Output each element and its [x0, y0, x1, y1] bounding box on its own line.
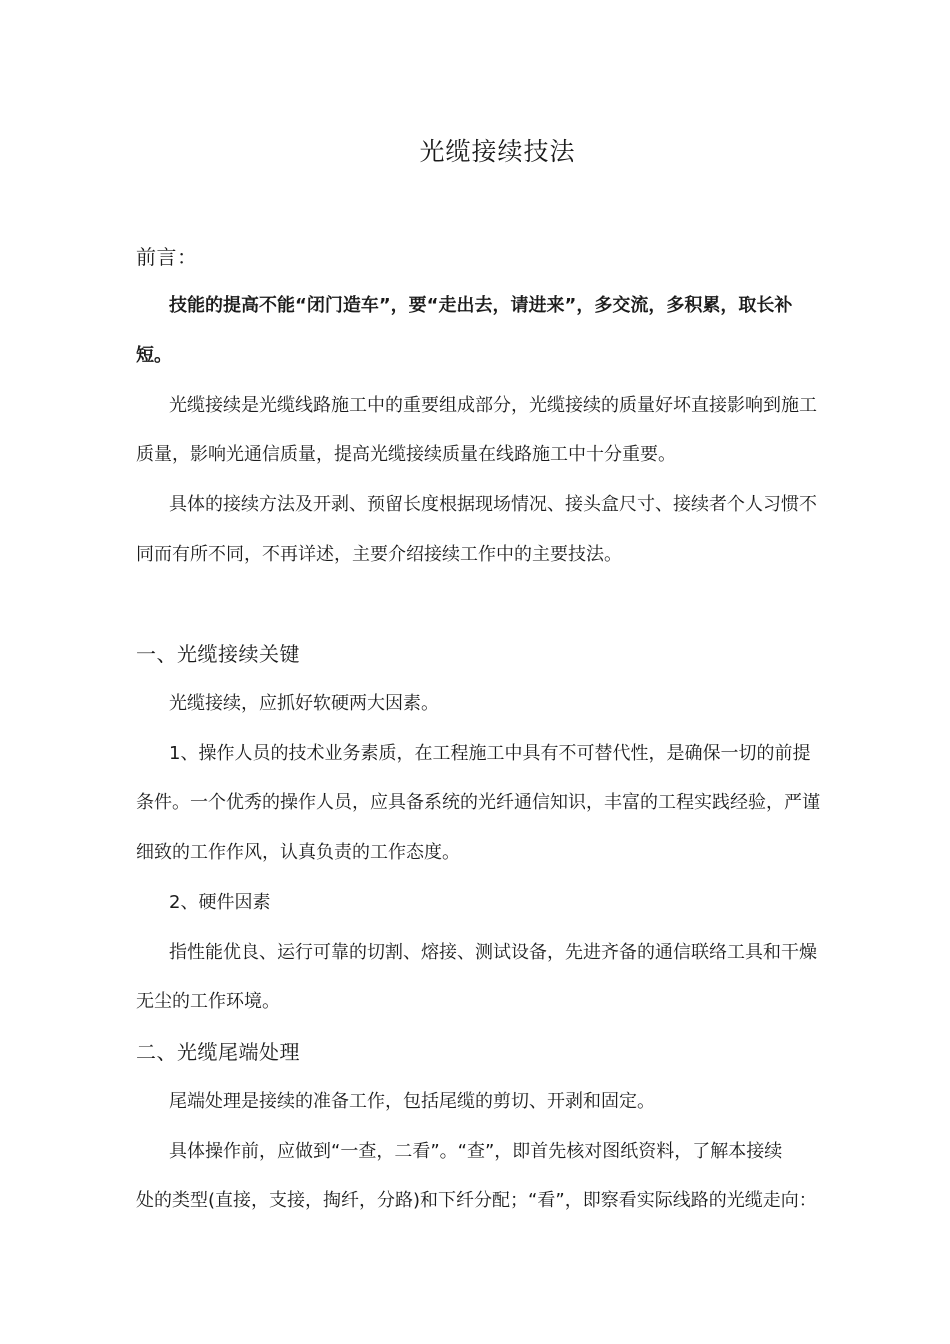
section-2-heading: 二、光缆尾端处理 [136, 1040, 300, 1064]
preface-bold-line-1: 技能的提高不能“闭门造车”，要“走出去，请进来”，多交流，多积累，取长补 [169, 295, 793, 316]
section-1-item-1-line-1: 1、操作人员的技术业务素质，在工程施工中具有不可替代性，是确保一切的前提 [169, 743, 811, 764]
section-2-paragraph-line-2: 处的类型(直接，支接，掏纤，分路)和下纤分配；“看”，即察看实际线路的光缆走向： [136, 1190, 817, 1211]
paragraph-2-line-1: 具体的接续方法及开剥、预留长度根据现场情况、接头盒尺寸、接续者个人习惯不 [169, 494, 817, 515]
section-2-paragraph-line-1: 具体操作前，应做到“一查，二看”。“查”，即首先核对图纸资料，了解本接续 [169, 1141, 783, 1162]
section-1-item-2-line-1: 指性能优良、运行可靠的切割、熔接、测试设备，先进齐备的通信联络工具和干燥 [169, 942, 817, 963]
document-title: 光缆接续技法 [419, 137, 576, 166]
section-1-intro: 光缆接续，应抓好软硬两大因素。 [169, 693, 439, 714]
preface-bold-line-2: 短。 [136, 345, 172, 366]
section-1-item-1-line-3: 细致的工作作风，认真负责的工作态度。 [136, 842, 460, 863]
section-1-item-2-title: 2、硬件因素 [169, 892, 271, 913]
section-1-item-2-line-2: 无尘的工作环境。 [136, 991, 280, 1012]
section-1-item-1-line-2: 条件。一个优秀的操作人员，应具备系统的光纤通信知识，丰富的工程实践经验，严谨 [136, 792, 820, 813]
paragraph-1-line-2: 质量，影响光通信质量，提高光缆接续质量在线路施工中十分重要。 [136, 444, 676, 465]
paragraph-1-line-1: 光缆接续是光缆线路施工中的重要组成部分，光缆接续的质量好坏直接影响到施工 [169, 395, 817, 416]
section-2-intro: 尾端处理是接续的准备工作，包括尾缆的剪切、开剥和固定。 [169, 1091, 655, 1112]
preface-label: 前言： [136, 245, 198, 269]
section-1-heading: 一、光缆接续关键 [136, 642, 300, 666]
paragraph-2-line-2: 同而有所不同，不再详述，主要介绍接续工作中的主要技法。 [136, 544, 622, 565]
